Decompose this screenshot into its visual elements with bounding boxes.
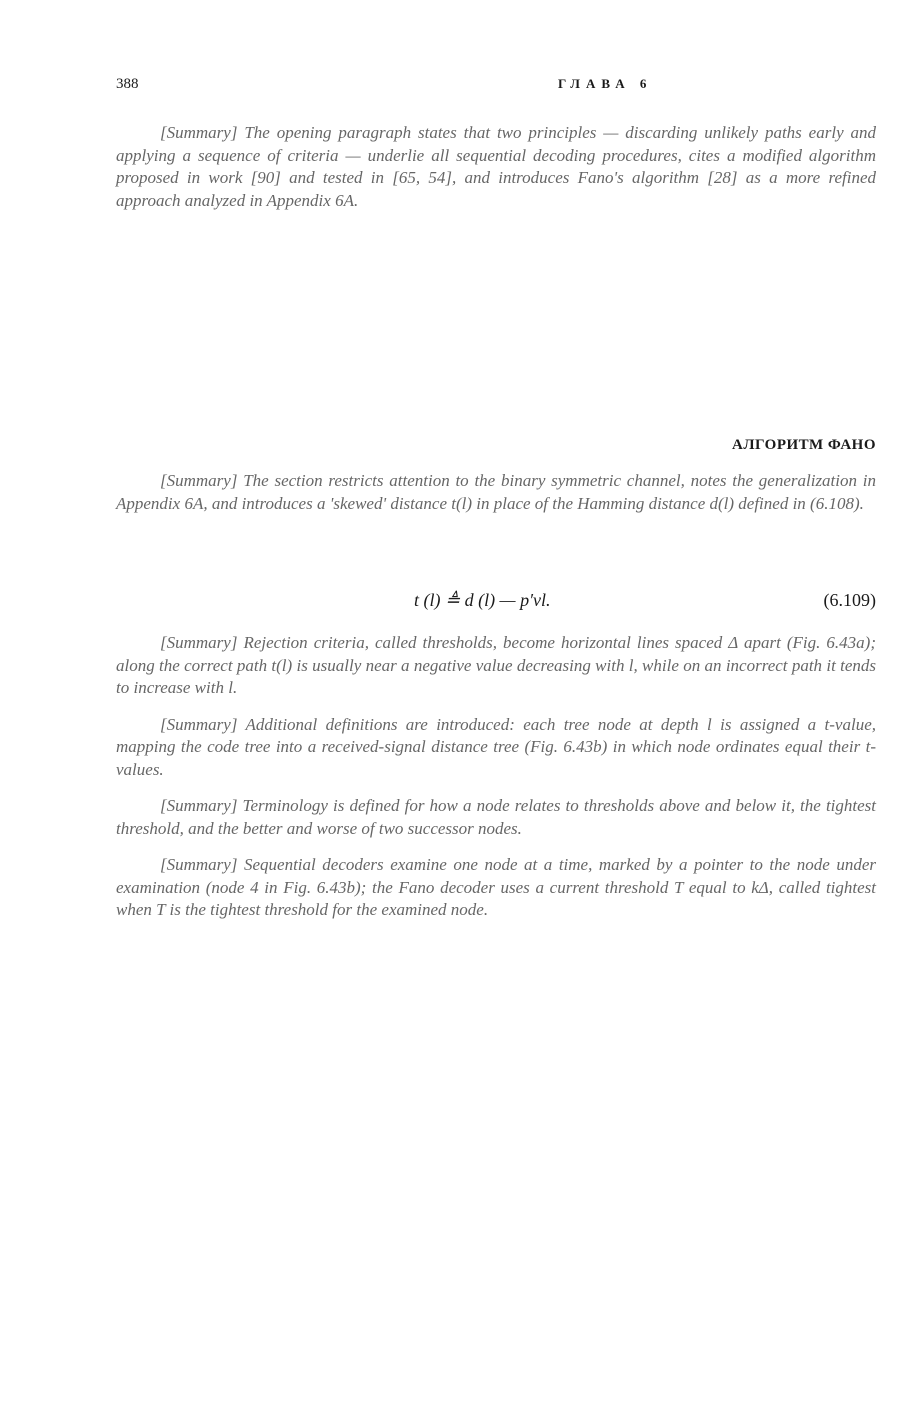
page-number: 388 <box>116 76 139 92</box>
equation-6-109 <box>116 590 876 616</box>
paragraph-3: [Summary] Rejection criteria, called thresholds, become horizontal lines spaced Δ apart (Fig. 6.43a); along the correct path t(l) is usually near a negative value decreasing with l, while on an incorrect path it tends to increase with l. <box>116 633 876 697</box>
paragraph-2: [Summary] The section restricts attention to the binary symmetric channel, notes the generalization in Appendix 6A, and introduces a 'skewed' distance t(l) in place of the Hamming distance d(l) defined in (6.108). <box>116 471 876 513</box>
paragraph-6: [Summary] Sequential decoders examine one node at a time, marked by a pointer to the node under examination (node 4 in Fig. 6.43b); the Fano decoder uses a current threshold T equal to kΔ, called tightest when T is the tightest threshold for the examined node. <box>116 855 876 919</box>
text-block-1 <box>116 122 876 212</box>
paragraph-1: [Summary] The opening paragraph states that two principles — discarding unlikely paths early and applying a sequence of criteria — underlie all sequential decoding procedures, cites a modified algorithm proposed in work [90] and tested in [65, 54], and introduces Fano's algorithm [28] as a more refined approach analyzed in Appendix 6A. <box>116 123 876 210</box>
chapter-label: ГЛАВА 6 <box>558 76 653 91</box>
paragraph-5: [Summary] Terminology is defined for how a node relates to thresholds above and below it, the tightest threshold, and the better and worse of two successor nodes. <box>116 796 876 838</box>
paragraph-4: [Summary] Additional definitions are introduced: each tree node at depth l is assigned a t-value, mapping the code tree into a received-signal distance tree (Fig. 6.43b) in which node ordinates equal their t-values. <box>116 714 876 779</box>
equation-number: (6.109) <box>823 590 876 610</box>
text-block-3 <box>116 632 876 922</box>
text-block-2 <box>116 470 876 515</box>
section-heading: АЛГОРИТМ ФАНО <box>732 437 876 453</box>
equation-formula: t (l) ≜ d (l) — p′vl. <box>414 590 551 610</box>
